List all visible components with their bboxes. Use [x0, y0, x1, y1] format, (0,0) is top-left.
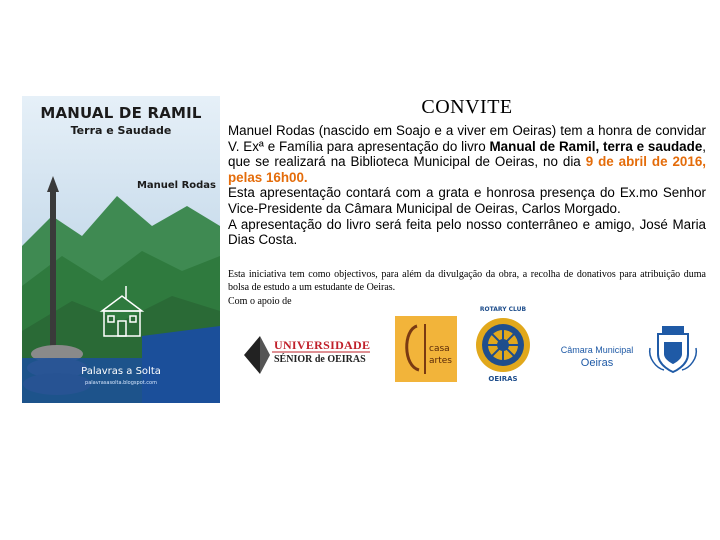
p1-text-2: , que se realizará na Biblioteca Municipal de Oeiras, no dia	[228, 138, 706, 170]
rotary-top-text: ROTARY CLUB	[479, 306, 527, 313]
cm-line1: Câmara Municipal	[560, 345, 634, 355]
paragraph-1	[228, 123, 706, 185]
cover-author: Manuel Rodas	[136, 180, 216, 191]
cover-url: palavrasasolta.blogspot.com	[85, 380, 157, 386]
rotary-bottom-text: OEIRAS	[488, 375, 518, 383]
objective-text: Esta iniciativa tem como objectivos, para além da divulgação da obra, a recolha de donativos para atribuição duma bolsa de estudo a um estudante de Oeiras.	[228, 269, 706, 293]
cover-publisher: Palavras a Solta	[81, 366, 161, 377]
paragraph-3: A apresentação do livro será feita pelo nosso conterrâneo e amigo, José Maria Dias Costa.	[228, 216, 706, 248]
invite-title: CONVITE	[421, 96, 513, 118]
usoeiras-line1: UNIVERSIDADE	[274, 338, 371, 352]
camara-municipal-oeiras-logo	[555, 343, 639, 371]
cm-line2: Oeiras	[580, 357, 614, 369]
invite-body	[228, 123, 706, 248]
book-title: Manual de Ramil, terra e saudade	[489, 138, 703, 154]
p1-text: Manuel Rodas (nascido em Soajo e a viver em Oeiras) tem a honra de convidar V. Exª e Família para apresentação do livro	[228, 123, 706, 154]
paragraph-2: Esta apresentação contará com a grata e honrosa presença do Ex.mo Senhor Vice-Presidente da Câmara Municipal de Oeiras, Carlos Morgado.	[228, 185, 706, 216]
cover-title: MANUAL DE RAMIL	[40, 104, 202, 122]
support-label: Com o apoio de	[228, 296, 292, 307]
book-cover	[22, 96, 220, 403]
rotary-club-logo	[470, 306, 536, 386]
event-date: 9 de abril de 2016, pelas 16h00.	[228, 154, 706, 185]
casa-line2: artes	[429, 356, 452, 366]
rotary-wheel-icon	[470, 315, 536, 375]
usoeiras-line2: SÉNIOR de OEIRAS	[274, 354, 366, 365]
casa-line1: casa	[429, 344, 450, 354]
oeiras-crest-icon	[644, 324, 702, 376]
universidade-senior-oeiras-logo	[240, 330, 372, 380]
casa-das-artes-logo	[395, 316, 457, 382]
cover-subtitle: Terra e Saudade	[70, 124, 172, 137]
